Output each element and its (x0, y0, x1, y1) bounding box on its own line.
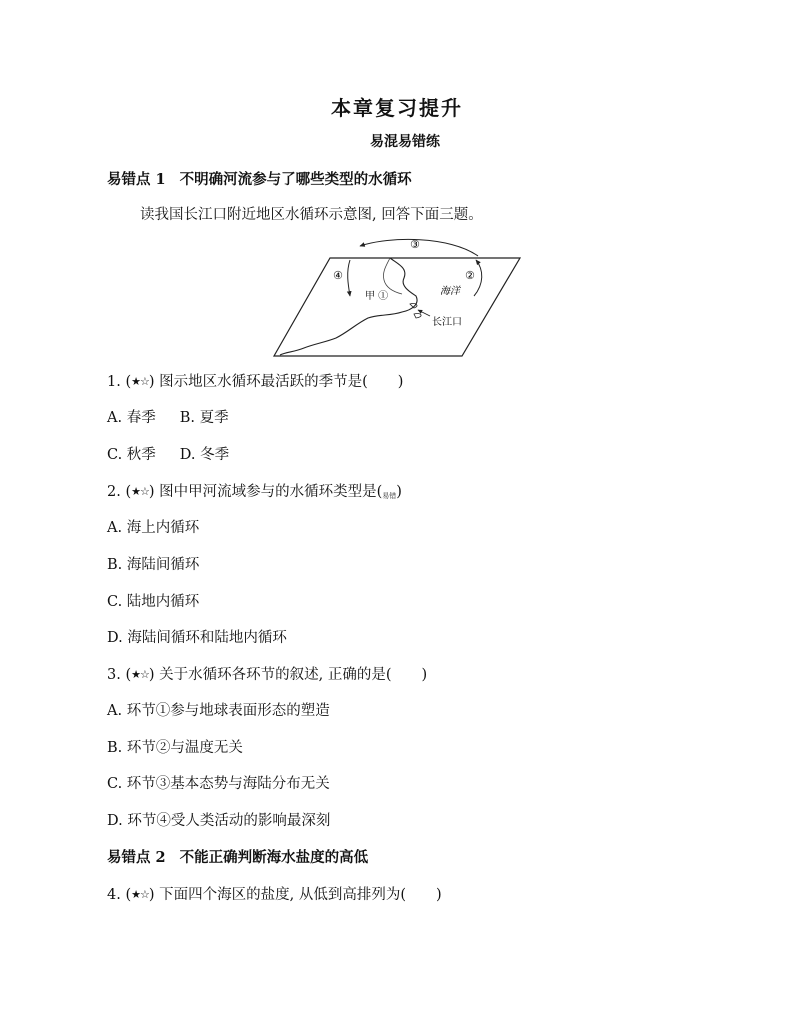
option-b: B. 夏季 (179, 410, 229, 426)
question-close: ) (397, 374, 404, 390)
option: B. 环节②与温度无关 (107, 740, 243, 756)
label-jia-1: 甲 ① (365, 291, 389, 302)
page-subtitle: 易混易错练 (370, 134, 440, 150)
question-4: 4. (★☆) 下面四个海区的盐度, 从低到高排列为( ) (107, 887, 442, 903)
question-number: 2. (107, 484, 121, 500)
option: C. 环节③基本态势与海陆分布无关 (107, 776, 330, 792)
section-label: 易错点 1 (107, 171, 166, 188)
question-stem: 图中甲河流域参与的水循环类型是( (159, 484, 383, 500)
intro-text: 读我国长江口附近地区水循环示意图, 回答下面三题。 (140, 207, 483, 223)
label-ocean: 海洋 (440, 286, 460, 297)
option-a: A. 春季 (107, 410, 156, 426)
option: D. 海陆间循环和陆地内循环 (107, 630, 287, 646)
difficulty-star-icon: ★☆ (131, 888, 149, 901)
label-2: ② (465, 269, 475, 282)
label-estuary: 长江口 (432, 317, 462, 328)
option: D. 环节④受人类活动的影响最深刻 (107, 813, 331, 829)
option: A. 海上内循环 (107, 520, 200, 536)
question-stem: 下面四个海区的盐度, 从低到高排列为( (159, 887, 407, 903)
question-stem: 关于水循环各环节的叙述, 正确的是( (159, 667, 392, 683)
question-number: 1. (107, 374, 121, 390)
error-prone-note: 易错 (382, 492, 397, 500)
question-number: 4. (107, 887, 121, 903)
option: C. 陆地内循环 (107, 594, 200, 610)
option-c: C. 秋季 (107, 447, 156, 463)
option: B. 海陆间循环 (107, 557, 200, 573)
option-d: D. 冬季 (179, 447, 230, 463)
section-heading-2 (107, 846, 368, 867)
arrow-estuary (418, 310, 430, 316)
coastline (280, 258, 417, 355)
difficulty-star-icon: ★☆ (131, 668, 149, 681)
water-cycle-diagram (270, 234, 525, 360)
river (383, 258, 402, 294)
difficulty-star-icon: ★☆ (131, 375, 149, 388)
plane-outline (274, 258, 520, 356)
section-label: 易错点 2 (107, 849, 166, 866)
difficulty-star-icon: ★☆ (131, 485, 149, 498)
option-row-2 (107, 443, 229, 464)
option: A. 环节①参与地球表面形态的塑造 (107, 703, 330, 719)
question-close: ) (421, 667, 428, 683)
label-3: ③ (410, 238, 420, 251)
arrow-2 (474, 260, 482, 296)
question-2: 2. (★☆) 图中甲河流域参与的水循环类型是(易错) (107, 484, 402, 500)
option-row-1 (107, 406, 229, 427)
question-close: ) (436, 887, 442, 903)
question-1: 1. (★☆) 图示地区水循环最活跃的季节是( ) (107, 374, 404, 390)
label-4: ④ (333, 269, 343, 282)
section-heading-1 (107, 168, 412, 189)
section-text: 不能正确判断海水盐度的高低 (179, 849, 369, 866)
section-text: 不明确河流参与了哪些类型的水循环 (179, 171, 412, 188)
question-3: 3. (★☆) 关于水循环各环节的叙述, 正确的是( ) (107, 667, 428, 683)
arrow-4 (348, 260, 350, 296)
question-stem: 图示地区水循环最活跃的季节是( (159, 374, 368, 390)
question-number: 3. (107, 667, 121, 683)
page-title: 本章复习提升 (331, 96, 463, 120)
